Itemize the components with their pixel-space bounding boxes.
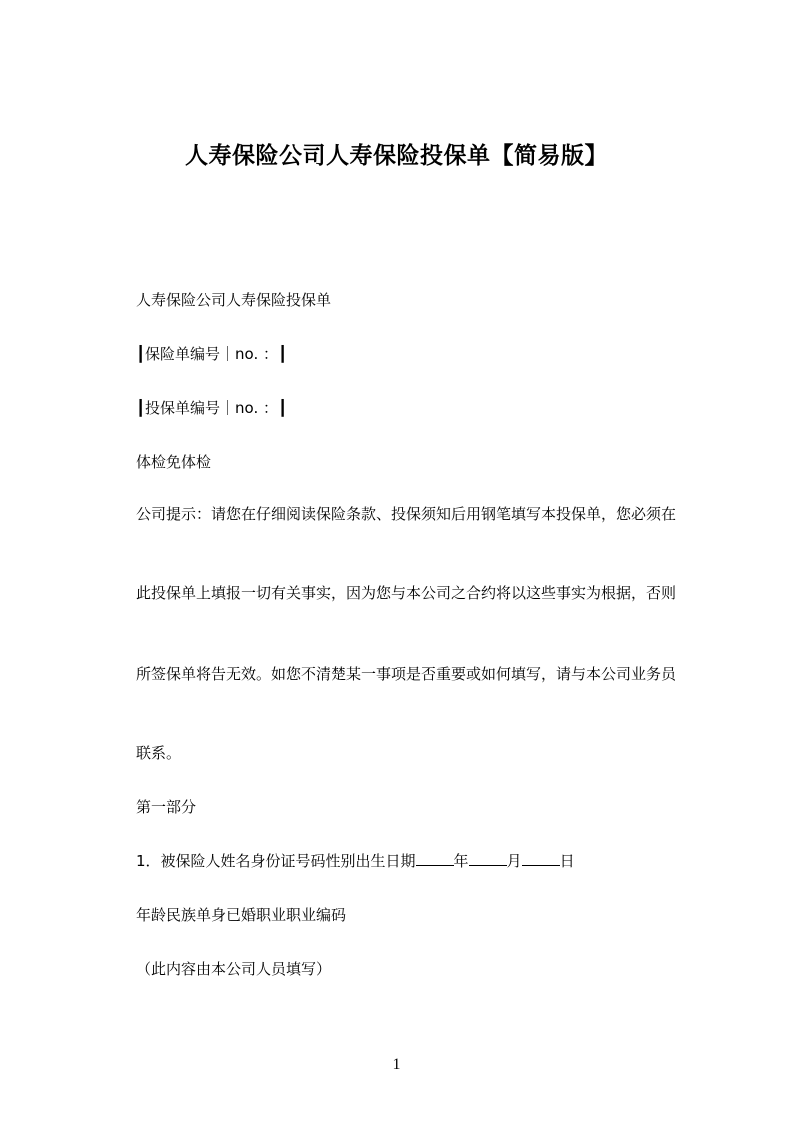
notice-paragraph-3: 所签保单将告无效。如您不清楚某一事项是否重要或如何填写，请与本公司业务员 — [136, 665, 677, 683]
year-label: 年 — [453, 852, 469, 870]
notice-paragraph-4: 联系。 — [136, 744, 182, 762]
item-1-label: 1．被保险人姓名身份证号码性别出生日期 — [136, 852, 416, 870]
part-heading: 第一部分 — [136, 798, 197, 816]
application-number-line: ┃投保单编号｜no. ：┃ — [136, 399, 288, 417]
notice-paragraph-2: 此投保单上填报一切有关事实，因为您与本公司之合约将以这些事实为根据，否则 — [136, 584, 677, 602]
month-label: 月 — [506, 852, 522, 870]
birth-month-blank[interactable] — [469, 851, 507, 866]
birth-day-blank[interactable] — [522, 851, 560, 866]
page-number: 1 — [392, 1056, 401, 1073]
notice-paragraph-1: 公司提示：请您在仔细阅读保险条款、投保须知后用钢笔填写本投保单，您必须在 — [136, 505, 677, 523]
item-1-line — [136, 850, 575, 872]
day-label: 日 — [559, 852, 575, 870]
staff-fill-note: （此内容由本公司人员填写） — [136, 960, 332, 978]
document-title: 人寿保险公司人寿保险投保单【简易版】 — [185, 143, 608, 169]
policy-number-line: ┃保险单编号｜no. ：┃ — [136, 345, 288, 363]
birth-year-blank[interactable] — [416, 851, 454, 866]
medical-exam-line: 体检免体检 — [136, 453, 212, 471]
personal-fields-line: 年龄民族单身已婚职业职业编码 — [136, 906, 347, 924]
form-subtitle: 人寿保险公司人寿保险投保单 — [136, 291, 332, 309]
